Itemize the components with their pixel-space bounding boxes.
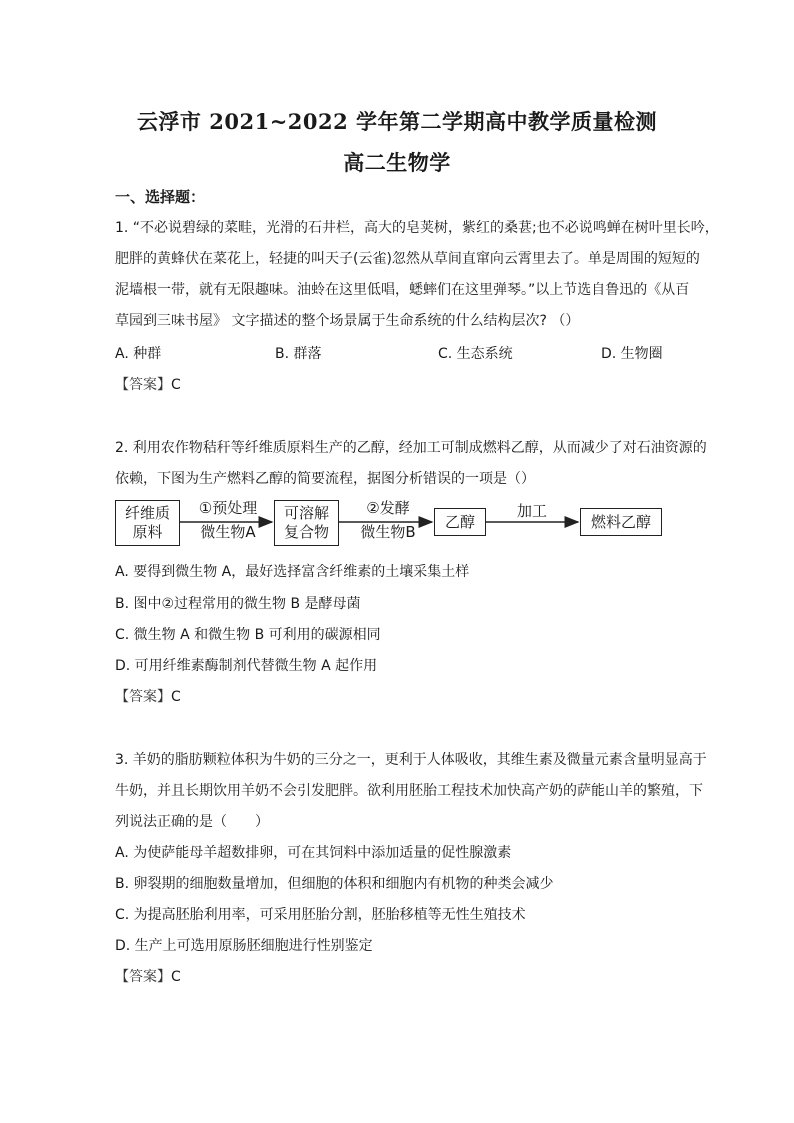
answer-label: 【答案】 — [115, 689, 171, 705]
box4-text: 燃料乙醇 — [590, 512, 651, 531]
q3-option-b: B. 卵裂期的细胞数量增加，但细胞的体积和细胞内有机物的种类会减少 — [115, 876, 554, 892]
box1-line2: 原料 — [132, 523, 163, 541]
q2-option-d: D. 可用纤维素酶制剂代替微生物 A 起作用 — [115, 658, 378, 674]
box3-text: 乙醇 — [444, 512, 475, 531]
document-title: 云浮市 2021~2022 学年第二学期高中教学质量检测 — [136, 109, 658, 134]
q3-line-2: 牛奶，并且长期饮用羊奶不会引发肥胖。欲利用胚胎工程技术加快高产奶的萨能山羊的繁殖，下 — [115, 783, 703, 799]
flow-box-raw-material — [115, 500, 180, 546]
section-heading: 一、选择题： — [115, 188, 206, 206]
q1-option-d: D. 生物圈 — [601, 346, 663, 362]
q3-option-c: C. 为提高胚胎利用率，可采用胚胎分割，胚胎移植等无性生殖技术 — [115, 907, 526, 923]
flow-box-ethanol — [434, 508, 486, 536]
q1-option-a: A. 种群 — [115, 346, 162, 362]
q1-line-3: 泥墙根一带，就有无限趣味。油蛉在这里低唱，蟋蟀们在这里弹琴。”以上节选自鲁迅的《从百 — [115, 282, 690, 298]
q1-line-4: 草园到三味书屋》 文字描述的整个场景属于生命系统的什么结构层次? （） — [115, 313, 580, 329]
q1-line-2: 肥胖的黄蜂伏在菜花上，轻捷的叫天子(云雀)忽然从草间直窜向云霄里去了。单是周围的短短的 — [115, 251, 700, 267]
q2-option-b: B. 图中②过程常用的微生物 B 是酵母菌 — [115, 596, 361, 612]
box2-line2: 复合物 — [283, 523, 329, 541]
q3-option-d: D. 生产上可选用原肠胚细胞进行性别鉴定 — [115, 938, 373, 954]
q1-option-c: C. 生态系统 — [438, 346, 513, 362]
flow-box-fuel-ethanol — [580, 508, 662, 536]
flow-step2-label — [350, 499, 426, 542]
answer-value: C — [171, 377, 181, 393]
q1-option-b: B. 群落 — [275, 346, 322, 362]
q3-option-a: A. 为使萨能母羊超数排卵，可在其饲料中添加适量的促性腺激素 — [115, 845, 512, 861]
q2-answer — [115, 686, 181, 706]
box1-line1: 纤维质 — [124, 504, 170, 522]
q2-option-c: C. 微生物 A 和微生物 B 可利用的碳源相同 — [115, 627, 381, 643]
q3-line-1: 3. 羊奶的脂肪颗粒体积为牛奶的三分之一，更利于人体吸收，其维生素及微量元素含量明显高于 — [115, 752, 707, 768]
q3-answer — [115, 966, 181, 986]
step1-line1: ①预处理 — [198, 499, 258, 517]
q2-line-1: 2. 利用农作物秸秆等纤维质原料生产的乙醇，经加工可制成燃料乙醇，从而减少了对石油资源的 — [115, 440, 707, 456]
flow-step1-label — [190, 499, 266, 542]
q1-line-1: 1. “不必说碧绿的菜畦，光滑的石井栏，高大的皂荚树，紫红的桑葚;也不必说鸣蝉在树叶里长吟， — [115, 220, 719, 236]
step2-line1: ②发酵 — [366, 499, 410, 517]
q2-option-a: A. 要得到微生物 A，最好选择富含纤维素的土壤采集土样 — [115, 564, 470, 580]
q1-answer — [115, 374, 181, 394]
step1-line2: 微生物A — [200, 523, 256, 541]
step2-line2: 微生物B — [360, 523, 416, 541]
answer-value: C — [171, 969, 181, 985]
document-subtitle: 高二生物学 — [343, 150, 451, 175]
q2-line-2: 依赖，下图为生产燃料乙醇的简要流程，据图分析错误的一项是（） — [115, 471, 535, 487]
flow-step3-label: 加工 — [516, 502, 547, 520]
answer-label: 【答案】 — [115, 969, 171, 985]
box2-line1: 可溶解 — [283, 504, 329, 522]
answer-label: 【答案】 — [115, 377, 171, 393]
flow-box-soluble-complex — [274, 500, 339, 546]
answer-value: C — [171, 689, 181, 705]
q3-line-3: 列说法正确的是（ ） — [115, 814, 269, 830]
